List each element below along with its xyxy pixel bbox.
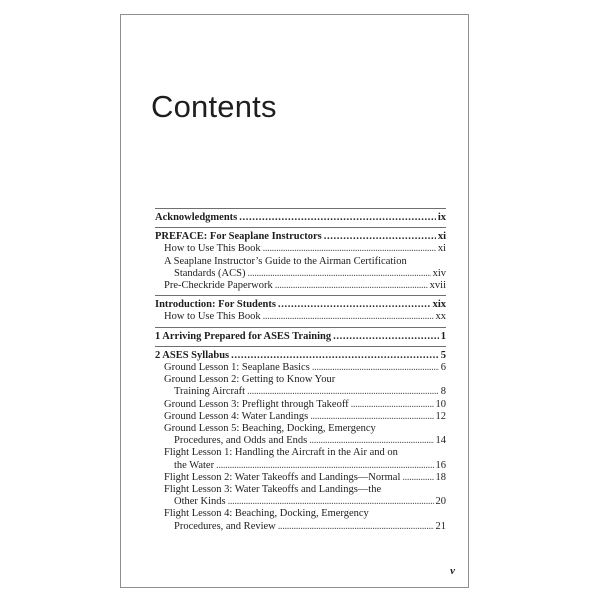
toc-entry-title: Standards (ACS) (174, 267, 246, 279)
toc-entry-page-number: xx (435, 311, 446, 323)
toc-entry-page-number: ix (437, 212, 446, 223)
toc-entry-title: Acknowledgments (155, 212, 238, 223)
book-page (120, 14, 469, 588)
dot-leader (263, 243, 436, 255)
toc-entry-page-number: xiv (432, 267, 446, 279)
toc-entry-title: Other Kinds (174, 496, 226, 508)
toc-entry-title: Pre-Checkride Paperwork (164, 280, 273, 292)
toc-entry-title: 2 ASES Syllabus (155, 349, 230, 361)
dot-leader (278, 299, 431, 311)
toc-entry (155, 331, 446, 343)
toc-entry-page-number: xvii (429, 280, 446, 292)
toc-entry (155, 472, 446, 484)
page-title: Contents (151, 89, 277, 124)
toc-section (155, 208, 446, 227)
dot-leader (402, 472, 433, 484)
dot-leader (324, 231, 436, 243)
toc-entry-title: Ground Lesson 5: Beaching, Docking, Emergency (164, 423, 376, 435)
toc-entry (155, 268, 446, 280)
toc-entry-page-number: 20 (435, 496, 446, 508)
toc-entry-page-number: 5 (440, 349, 446, 361)
page-number: v (450, 565, 455, 577)
dot-leader (239, 212, 436, 224)
toc-entry (155, 435, 446, 447)
toc-entry-page-number: xi (437, 243, 446, 255)
dot-leader (275, 280, 428, 292)
dot-leader (231, 350, 439, 362)
dot-leader (278, 521, 434, 533)
toc-entry-title: the Water (174, 459, 215, 471)
toc-section (155, 227, 446, 295)
toc-section (155, 295, 446, 326)
toc-entry (155, 280, 446, 292)
dot-leader (247, 268, 430, 280)
toc-entry-page-number: 14 (435, 435, 446, 447)
toc-entry-title: How to Use This Book (164, 311, 261, 323)
toc-entry-title: Ground Lesson 3: Preflight through Takeoff (164, 398, 349, 410)
toc-entry-page-number: 8 (440, 386, 446, 398)
toc-entry-title: How to Use This Book (164, 243, 261, 255)
toc-entry-title: A Seaplane Instructor’s Guide to the Airman Certification (164, 255, 407, 267)
toc-entry (155, 423, 446, 435)
toc-section (155, 346, 446, 536)
toc-entry-title: Ground Lesson 2: Getting to Know Your (164, 374, 336, 386)
toc-entry-title: Ground Lesson 1: Seaplane Basics (164, 362, 310, 374)
toc-entry-page-number: 6 (440, 362, 446, 374)
toc-entry-title: Flight Lesson 1: Handling the Aircraft in the Air and on (164, 447, 398, 459)
dot-leader (309, 435, 433, 447)
toc-entry-title: Flight Lesson 3: Water Takeoffs and Landings—the (164, 484, 382, 496)
toc-entry-title: Ground Lesson 4: Water Landings (164, 410, 309, 422)
toc-entry-title: Introduction: For Students (155, 299, 276, 311)
toc-entry-page-number: 18 (435, 471, 446, 483)
toc-entry-title: Training Aircraft (174, 386, 246, 398)
dot-leader (310, 411, 433, 423)
toc-entry-page-number: 12 (435, 410, 446, 422)
toc-entry (155, 362, 446, 374)
dot-leader (312, 362, 439, 374)
toc-entry (155, 399, 446, 411)
toc-entry (155, 447, 446, 459)
toc-entry (155, 256, 446, 268)
toc-entry-title: Flight Lesson 2: Water Takeoffs and Landings—Normal (164, 471, 401, 483)
table-of-contents (155, 208, 446, 536)
toc-entry-title: Procedures, and Odds and Ends (174, 435, 308, 447)
toc-entry (155, 212, 446, 224)
toc-entry (155, 386, 446, 398)
toc-entry (155, 243, 446, 255)
toc-entry (155, 484, 446, 496)
toc-entry (155, 374, 446, 386)
toc-entry (155, 521, 446, 533)
toc-entry (155, 350, 446, 362)
toc-entry (155, 311, 446, 323)
toc-entry-page-number: 21 (435, 520, 446, 532)
toc-entry-title: PREFACE: For Seaplane Instructors (155, 231, 322, 243)
toc-entry-page-number: xi (437, 231, 446, 243)
toc-entry (155, 411, 446, 423)
toc-entry-page-number: 16 (435, 459, 446, 471)
toc-entry-title: 1 Arriving Prepared for ASES Training (155, 330, 332, 342)
dot-leader (228, 496, 434, 508)
toc-entry (155, 299, 446, 311)
toc-entry (155, 460, 446, 472)
toc-entry-page-number: xix (432, 299, 446, 311)
toc-entry (155, 508, 446, 520)
toc-entry-page-number: 1 (440, 330, 446, 342)
dot-leader (263, 311, 434, 323)
toc-entry (155, 231, 446, 243)
toc-entry (155, 496, 446, 508)
dot-leader (351, 399, 434, 411)
dot-leader (247, 386, 439, 398)
toc-entry-page-number: 10 (435, 398, 446, 410)
toc-entry-title: Flight Lesson 4: Beaching, Docking, Emergency (164, 508, 369, 520)
toc-section (155, 327, 446, 346)
toc-entry-title: Procedures, and Review (174, 520, 276, 532)
dot-leader (333, 331, 439, 343)
dot-leader (216, 460, 433, 472)
